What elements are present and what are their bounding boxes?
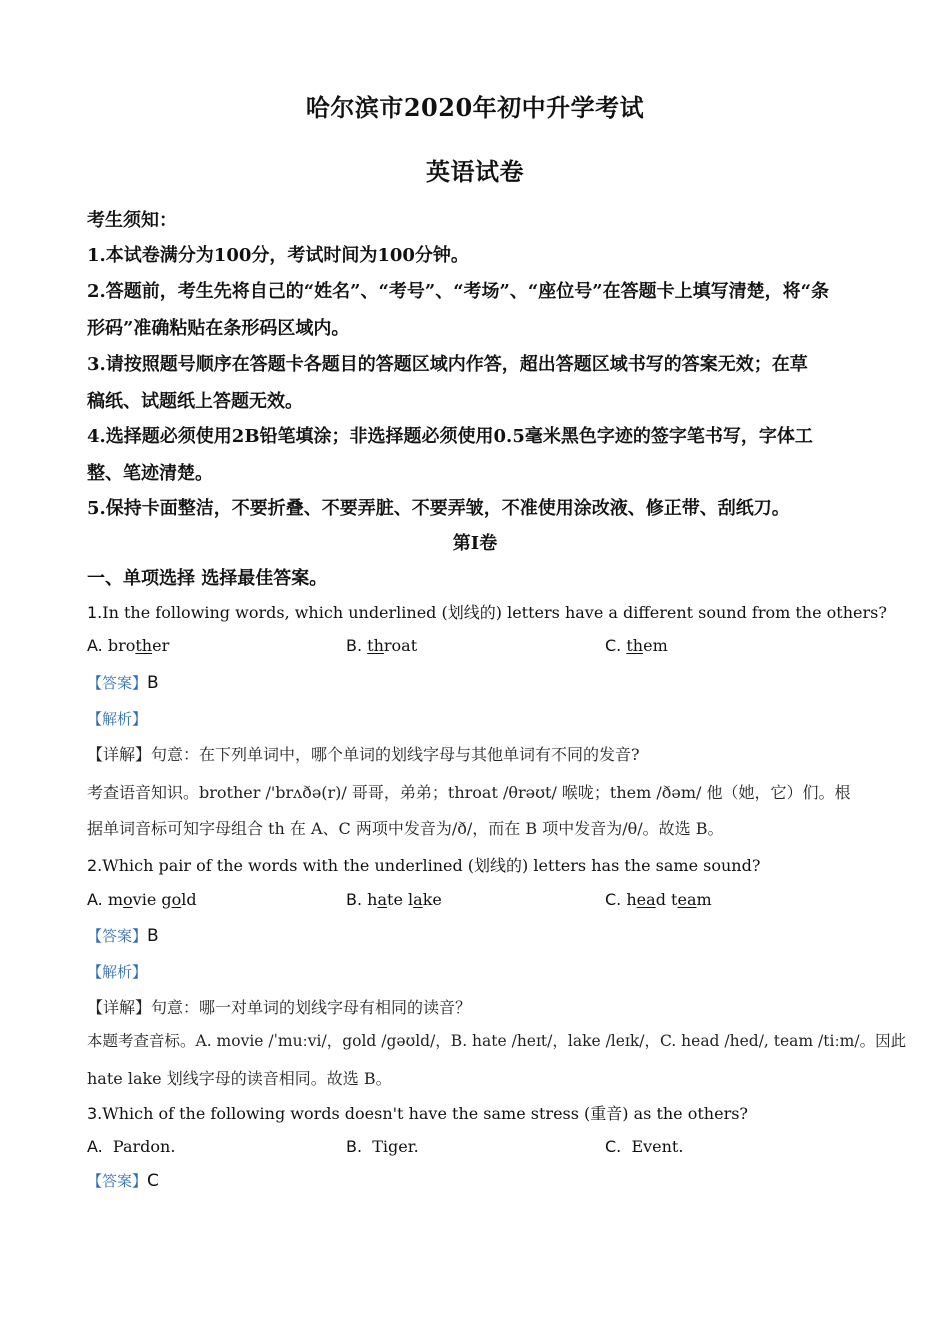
question-1-explanation: 据单词音标可知字母组合 th 在 A、C 两项中发音为/ð/，而在 B 项中发音为/θ/。故选 B。 bbox=[87, 819, 724, 838]
notice-item: 1.本试卷满分为100分，考试时间为100分钟。 bbox=[87, 245, 469, 266]
question-2-detail: 【详解】句意：哪一对单词的划线字母有相同的读音？ bbox=[87, 998, 472, 1017]
question-3-option-c: C. Event. bbox=[605, 1137, 684, 1156]
question-2-option-b: B. hate lake bbox=[346, 890, 442, 909]
notice-item: 3.请按照题号顺序在答题卡各题目的答题区域内作答，超出答题区域书写的答案无效；在草 bbox=[87, 354, 808, 375]
question-1-option-c: C. them bbox=[605, 636, 668, 655]
question-1-explanation: 考查语音知识。brother /'brʌðə(r)/ 哥哥，弟弟；throat /θrəʊt/ 喉咙；them /ðəm/ 他（她，它）们。根 bbox=[87, 783, 851, 802]
question-3-stem: 3.Which of the following words doesn't have the same stress (重音) as the others? bbox=[87, 1104, 749, 1123]
notice-item: 整、笔迹清楚。 bbox=[87, 463, 213, 484]
notice-item: 形码”准确粘贴在条形码区域内。 bbox=[87, 318, 350, 339]
question-1-analysis-tag: 【解析】 bbox=[87, 710, 148, 728]
section-heading: 一、单项选择 选择最佳答案。 bbox=[87, 568, 328, 589]
question-1-detail: 【详解】句意：在下列单词中，哪个单词的划线字母与其他单词有不同的发音? bbox=[87, 745, 640, 764]
question-2-explanation: hate lake 划线字母的读音相同。故选 B。 bbox=[87, 1069, 392, 1088]
question-3-option-a: A. Pardon. bbox=[87, 1137, 176, 1156]
question-2-explanation: 本题考查音标。A. movie /ˈmuːvi/，gold /gəʊld/，B. hate /heɪt/，lake /leɪk/，C. head /hed/, team /tiːm/。因此 bbox=[87, 1032, 907, 1050]
question-2-option-a: A. movie gold bbox=[87, 890, 197, 909]
question-2-answer: 【答案】B bbox=[87, 926, 159, 946]
exam-title: 哈尔滨市2020年初中升学考试 bbox=[305, 93, 645, 122]
question-1-answer: 【答案】B bbox=[87, 673, 159, 693]
notice-item: 4.选择题必须使用2B铅笔填涂；非选择题必须使用0.5毫米黑色字迹的签字笔书写，字体工 bbox=[87, 426, 813, 447]
question-3-answer: 【答案】C bbox=[87, 1171, 159, 1191]
question-1-stem: 1.In the following words, which underlined (划线的) letters have a different sound from the others? bbox=[87, 603, 887, 622]
exam-subtitle: 英语试卷 bbox=[426, 157, 524, 186]
question-3-option-b: B. Tiger. bbox=[346, 1137, 419, 1156]
notice-heading: 考生须知： bbox=[87, 210, 177, 231]
question-2-option-c: C. head team bbox=[605, 890, 712, 909]
question-1-option-a: A. brother bbox=[87, 636, 170, 655]
question-1-option-b: B. throat bbox=[346, 636, 418, 655]
notice-item: 5.保持卡面整洁，不要折叠、不要弄脏、不要弄皱，不准使用涂改液、修正带、刮纸刀。 bbox=[87, 498, 790, 519]
volume-heading: 第Ⅰ卷 bbox=[452, 533, 498, 554]
question-2-stem: 2.Which pair of the words with the underlined (划线的) letters has the same sound? bbox=[87, 856, 761, 875]
notice-item: 稿纸、试题纸上答题无效。 bbox=[87, 391, 303, 412]
question-2-analysis-tag: 【解析】 bbox=[87, 963, 148, 981]
notice-item: 2.答题前，考生先将自己的“姓名”、“考号”、“考场”、“座位号”在答题卡上填写清楚，将“条 bbox=[87, 281, 829, 302]
